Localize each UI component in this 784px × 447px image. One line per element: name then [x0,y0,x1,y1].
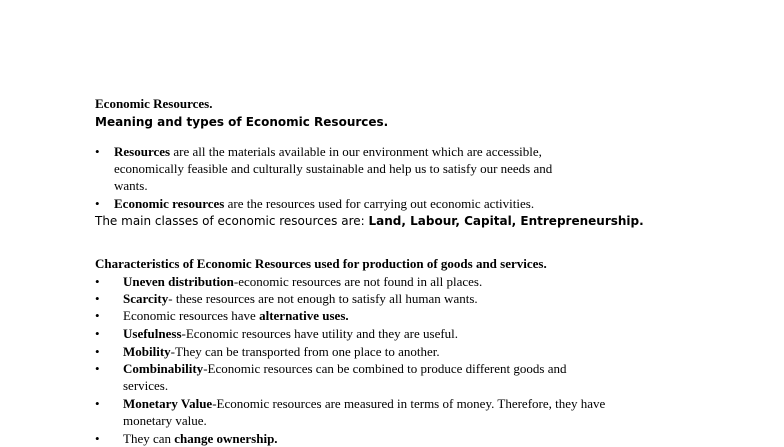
characteristic-text-continued: services. [123,378,169,393]
definition-text-line: are all the materials available in our environment which are accessible, [170,144,542,159]
bullet-glyph: • [95,396,100,411]
characteristic-item [123,360,566,394]
characteristic-item [123,343,440,360]
characteristic-item [123,307,349,324]
characteristic-text: -They can be transported from one place to another. [170,344,440,359]
definition-economic-resources [114,195,634,212]
definition-text-line: are the resources used for carrying out economic activities. [224,196,535,211]
bullet-glyph: • [95,196,100,211]
characteristic-text: Economic resources have [123,308,260,323]
bullet-glyph: • [95,344,100,359]
characteristic-text: -Economic resources can be combined to produce different goods and [203,361,567,376]
bullet-glyph: • [95,431,100,446]
definition-resources [114,143,634,194]
bullet-glyph: • [95,308,100,323]
definition-term: Resources [114,144,171,159]
characteristic-term: alternative uses. [259,308,349,323]
characteristic-text: - these resources are not enough to satisfy all human wants. [168,291,478,306]
characteristic-item [123,395,605,429]
characteristic-text: -Economic resources are measured in terms of money. Therefore, they have [212,396,606,411]
resource-classes-prefix: The main classes of economic resources are: [95,214,369,228]
bullet-glyph: • [95,361,100,376]
definition-text-line: wants. [114,178,148,193]
characteristic-term: Monetary Value [123,396,213,411]
resource-classes-list: Land, Labour, Capital, Entrepreneurship. [368,214,644,228]
characteristic-term: change ownership. [174,431,278,446]
characteristic-item [123,325,458,342]
resource-classes-line [95,213,644,229]
document-title: Economic Resources. [95,96,213,111]
characteristic-item [123,430,278,447]
characteristic-term: Scarcity [123,291,169,306]
characteristic-term: Uneven distribution [123,274,234,289]
characteristic-text-continued: monetary value. [123,413,207,428]
bullet-glyph: • [95,144,100,159]
definition-text-line: economically feasible and culturally sustainable and help us to satisfy our needs and [114,161,553,176]
characteristic-item [123,273,482,290]
characteristic-item [123,290,478,307]
document-subtitle: Meaning and types of Economic Resources. [95,115,389,129]
bullet-glyph: • [95,274,100,289]
bullet-glyph: • [95,291,100,306]
characteristic-term: Mobility [123,344,171,359]
characteristic-term: Usefulness [123,326,182,341]
bullet-glyph: • [95,326,100,341]
characteristic-text: They can [123,431,175,446]
characteristic-text: -Economic resources have utility and they are useful. [181,326,459,341]
definition-term: Economic resources [114,196,225,211]
characteristic-term: Combinability [123,361,204,376]
characteristics-heading: Characteristics of Economic Resources used for production of goods and services. [95,256,547,271]
characteristic-text: -economic resources are not found in all places. [233,274,483,289]
